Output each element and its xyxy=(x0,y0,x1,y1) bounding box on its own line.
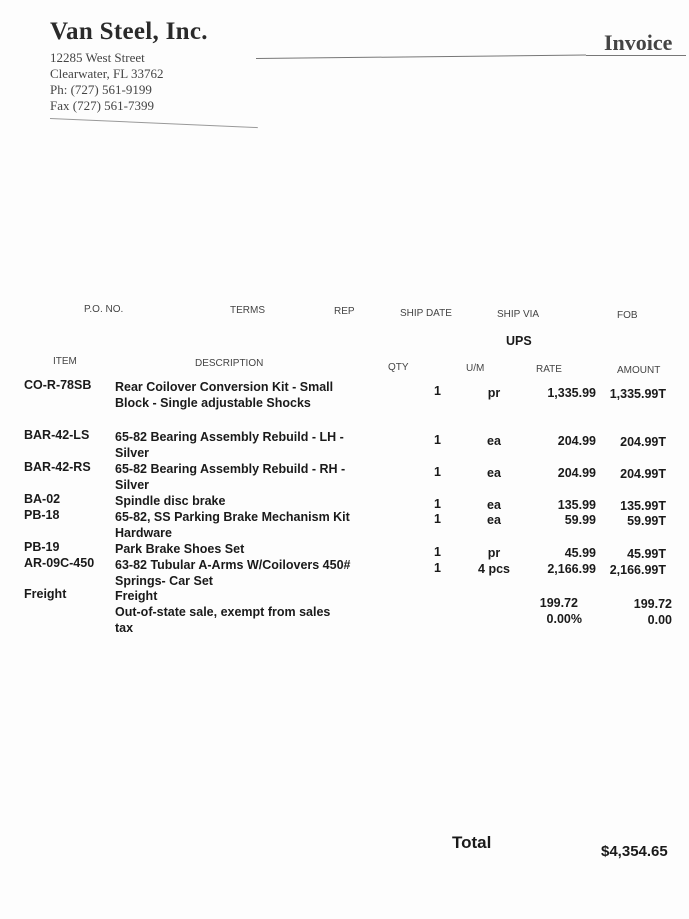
line-item-description: Spindle disc brake xyxy=(115,494,226,508)
line-item-um: 4 pcs xyxy=(478,562,510,576)
line-item-um: ea xyxy=(487,466,501,480)
line-item-description: 65-82 Bearing Assembly Rebuild - LH - Silver xyxy=(115,430,344,460)
line-item-amount: 45.99T xyxy=(627,547,666,561)
line-item-code: PB-18 xyxy=(24,508,60,522)
ship-date-header: SHIP DATE xyxy=(400,308,452,319)
line-item-code: CO-R-78SB xyxy=(24,378,92,392)
document-title: Invoice xyxy=(604,30,673,55)
line-item-um: pr xyxy=(487,546,501,560)
ship-via-header: SHIP VIA xyxy=(497,309,540,320)
total-value: $4,354.65 xyxy=(601,843,668,860)
line-item-rate: 135.99 xyxy=(557,498,596,512)
line-item-description: 65-82 Bearing Assembly Rebuild - RH - Silver xyxy=(115,462,346,492)
line-item-description: Park Brake Shoes Set xyxy=(115,542,245,556)
line-item-code: PB-19 xyxy=(24,540,60,554)
line-item-qty: 1 xyxy=(434,384,441,398)
line-item-rate: 2,166.99 xyxy=(547,562,596,576)
company-name: Van Steel, Inc. xyxy=(50,18,208,45)
header-rule xyxy=(256,55,586,59)
line-item-um: ea xyxy=(487,434,501,448)
ship-via-value: UPS xyxy=(506,334,532,348)
line-item-rate: 204.99 xyxy=(557,434,596,448)
line-item-amount: 135.99T xyxy=(620,499,666,513)
line-item-code: BAR-42-LS xyxy=(24,428,90,442)
line-item-description: 65-82, SS Parking Brake Mechanism Kit Hardware xyxy=(115,510,350,540)
line-item-amount: 1,335.99T xyxy=(609,387,666,401)
tax-amount: 0.00 xyxy=(647,613,672,627)
line-item-qty: 1 xyxy=(434,545,441,559)
line-item-description: Rear Coilover Conversion Kit - Small Block - Single adjustable Shocks xyxy=(115,380,334,410)
line-item-qty: 1 xyxy=(434,497,441,511)
line-item-amount: 59.99T xyxy=(627,514,666,528)
line-item-rate: 204.99 xyxy=(557,466,596,480)
company-street: 12285 West Street xyxy=(50,50,145,65)
line-item-amount: 204.99T xyxy=(620,435,666,449)
po-number-header: P.O. NO. xyxy=(84,304,124,315)
um-column-header: U/M xyxy=(466,363,485,374)
rate-column-header: RATE xyxy=(536,364,562,375)
tax-rate: 0.00% xyxy=(546,612,582,626)
company-city: Clearwater, FL 33762 xyxy=(50,66,164,81)
tax-exempt-note: Out-of-state sale, exempt from sales tax xyxy=(115,605,331,635)
line-item-qty: 1 xyxy=(434,561,441,575)
rep-header: REP xyxy=(334,306,355,317)
line-item-amount: 2,166.99T xyxy=(609,563,666,577)
line-item-amount: 204.99T xyxy=(620,467,666,481)
line-item-um: pr xyxy=(487,386,501,400)
line-item-code: AR-09C-450 xyxy=(24,556,95,570)
line-item-qty: 1 xyxy=(434,512,441,526)
line-item-um: ea xyxy=(487,498,501,512)
line-item-description: 63-82 Tubular A-Arms W/Coilovers 450# Springs- Car Set xyxy=(115,558,351,588)
line-item-description: Freight xyxy=(115,589,158,603)
total-label: Total xyxy=(452,833,492,852)
line-item-qty: 1 xyxy=(434,433,441,447)
terms-header: TERMS xyxy=(230,305,265,316)
line-item-code: BAR-42-RS xyxy=(24,460,91,474)
header-rule-right xyxy=(586,55,686,56)
amount-column-header: AMOUNT xyxy=(617,365,661,376)
line-item-code: BA-02 xyxy=(24,492,61,506)
address-rule xyxy=(50,118,258,128)
line-item-rate: 45.99 xyxy=(564,546,596,560)
fob-header: FOB xyxy=(617,310,638,321)
company-phone: Ph: (727) 561-9199 xyxy=(50,82,152,97)
company-fax: Fax (727) 561-7399 xyxy=(50,98,154,113)
description-column-header: DESCRIPTION xyxy=(195,358,264,369)
line-item-rate: 59.99 xyxy=(564,513,596,527)
line-item-um: ea xyxy=(487,513,501,527)
line-item-rate: 199.72 xyxy=(539,596,578,610)
line-item-rate: 1,335.99 xyxy=(547,386,596,400)
line-item-code: Freight xyxy=(24,587,67,601)
item-column-header: ITEM xyxy=(53,356,77,367)
qty-column-header: QTY xyxy=(388,362,409,373)
line-item-amount: 199.72 xyxy=(633,597,672,611)
line-item-qty: 1 xyxy=(434,465,441,479)
